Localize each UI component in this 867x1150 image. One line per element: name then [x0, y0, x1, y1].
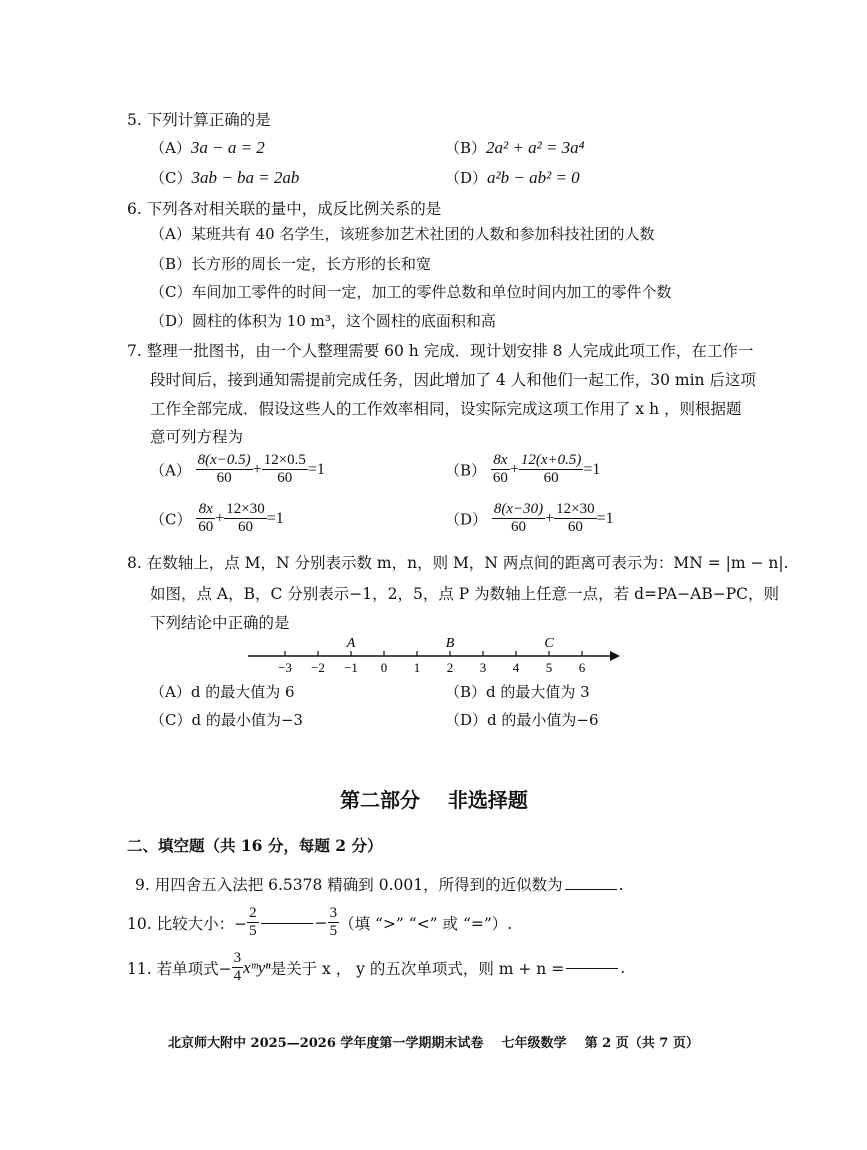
axis-tick-label: 1 [413, 660, 421, 675]
q6-stem: 6. 下列各对相关联的量中，成反比例关系的是 [127, 200, 442, 218]
q8-line-1: 8. 在数轴上，点 M，N 分别表示数 m，n，则 M，N 两点间的距离可表示为：MN = |m − n|. [127, 554, 789, 572]
q8-option-a: （A）d 的最大值为 6 [150, 683, 295, 701]
page-footer: 北京师大附中 2025—2026 学年度第一学期期末试卷 七年级数学 第 2 页（共 7 页） [168, 1036, 699, 1051]
axis-tick-label: 0 [380, 660, 388, 675]
q11: 11. 若单项式− $\frac{3}{4}$ xᵐyⁿ是关于 x ， y 的五次单项式，则 m + n = . [127, 950, 626, 985]
q7-option-c: （C） $\frac{8x}{60}$ + $\frac{12\times 30}{60}$ =1 [150, 501, 284, 536]
point-label-b: B [445, 636, 455, 651]
axis-tick-label: 4 [512, 660, 520, 675]
q8-option-b: （B）d 的最大值为 3 [445, 683, 590, 701]
q7-option-b: （B） $\frac{8x}{60}$ + $\frac{12(x+0.5)}{60}$ =1 [445, 452, 601, 487]
q5-option-c: （C）3ab − ba = 2ab [150, 168, 300, 187]
q5-option-a: （A）3a − a = 2 [150, 138, 265, 157]
q6-option-b: （B）长方形的周长一定，长方形的长和宽 [150, 255, 432, 273]
q7-line-3: 工作全部完成．假设这些人的工作效率相同，设实际完成这项工作用了 x h ，则根据题 [150, 400, 742, 418]
axis-tick-label: 3 [479, 660, 487, 675]
axis-tick-label: −3 [278, 660, 292, 675]
q9: 9. 用四舍五入法把 6.5378 精确到 0.001，所得到的近似数为 . [135, 876, 624, 894]
q8-option-c: （C）d 的最小值为−3 [150, 711, 303, 729]
q7-line-2: 段时间后，接到通知需提前完成任务，因此增加了 4 人和他们一起工作，30 min 后这项 [150, 371, 756, 389]
point-label-c: C [544, 636, 554, 651]
q7-option-d: （D） $\frac{8(x-30)}{60}$ + $\frac{12\times 30}{60}$ =1 [445, 501, 614, 536]
q8-option-d: （D）d 的最小值为−6 [445, 711, 599, 729]
number-line [240, 632, 630, 677]
q6-option-c: （C）车间加工零件的时间一定，加工的零件总数和单位时间内加工的零件个数 [150, 283, 672, 301]
part2-title: 第二部分 非选择题 [340, 788, 528, 812]
point-label-a: A [346, 636, 356, 651]
axis-tick-label: 2 [446, 660, 454, 675]
q7-line-4: 意可列方程为 [150, 428, 244, 446]
q8-line-3: 下列结论中正确的是 [150, 614, 290, 632]
axis-arrow-icon [610, 651, 620, 661]
fill-in-section-heading: 二、填空题（共 16 分，每题 2 分） [127, 836, 383, 855]
axis-tick-label: 5 [545, 660, 553, 675]
q8-line-2: 如图，点 A，B，C 分别表示−1，2，5，点 P 为数轴上任意一点，若 d=PA−AB−PC，则 [150, 585, 780, 603]
q5-option-d: （D）a²b − ab² = 0 [445, 168, 580, 187]
q7-line-1: 7. 整理一批图书，由一个人整理需要 60 h 完成．现计划安排 8 人完成此项工作，在工作一 [127, 342, 754, 360]
q6-option-a: （A）某班共有 40 名学生，该班参加艺术社团的人数和参加科技社团的人数 [150, 225, 655, 243]
axis-tick-label: 6 [578, 660, 586, 675]
q5-option-b: （B）2a² + a² = 3a⁴ [445, 138, 585, 157]
q6-option-d: （D）圆柱的体积为 10 m³，这个圆柱的底面积和高 [150, 312, 496, 330]
q5-stem: 5. 下列计算正确的是 [127, 111, 271, 129]
q10: 10. 比较大小：− $\frac{2}{5}$ − $\frac{3}{5}$ （填 “>” “<” 或 “=”）. [127, 905, 513, 940]
axis-tick-label: −1 [344, 660, 358, 675]
q7-option-a: （A） $\frac{8(x-0.5)}{60}$ + $\frac{12\times 0.5}{60}$ =1 [150, 452, 325, 487]
axis-tick-label: −2 [311, 660, 325, 675]
